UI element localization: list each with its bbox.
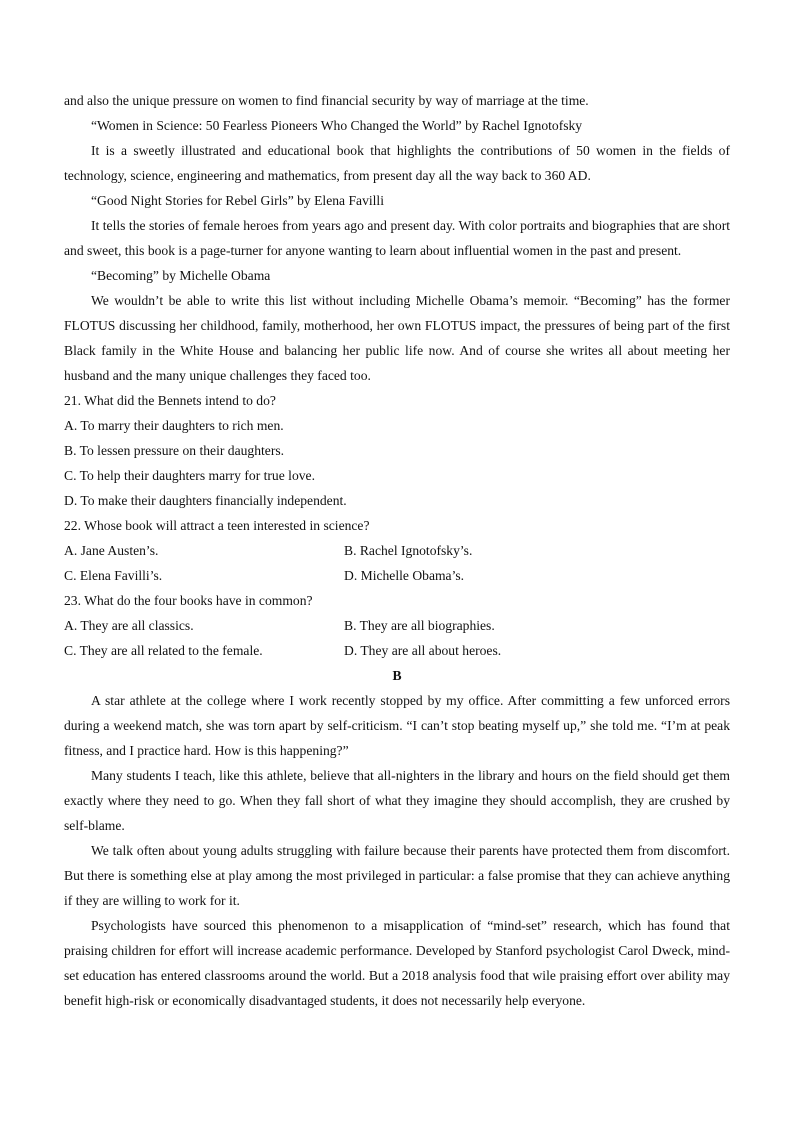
question-23-option-b: B. They are all biographies. <box>344 618 495 633</box>
question-22-option-b: B. Rachel Ignotofsky’s. <box>344 543 473 558</box>
passage-a-continuation: and also the unique pressure on women to find financial security by way of marriage at the time. <box>64 93 589 108</box>
book-description-women-in-science: It is a sweetly illustrated and educational book that highlights the contributions of 50 women in the fields of technology, science, engineering and mathematics, from present day all the way back to 360 AD. <box>64 143 730 183</box>
question-23-stem: 23. What do the four books have in common? <box>64 593 313 608</box>
passage-b-paragraph: We talk often about young adults struggling with failure because their parents have protected them from discomfort. But there is something else at play among the most privileged in particular: a false promise that they can achieve anything if they are willing to work for it. <box>64 843 730 908</box>
question-23-option-a: A. They are all classics. <box>64 618 194 633</box>
question-22-options-row-2 <box>64 563 730 588</box>
question-23-option-d: D. They are all about heroes. <box>344 643 502 658</box>
book-title-rebel-girls: “Good Night Stories for Rebel Girls” by Elena Favilli <box>91 193 384 208</box>
book-title-becoming: “Becoming” by Michelle Obama <box>91 268 271 283</box>
question-22-option-a: A. Jane Austen’s. <box>64 543 159 558</box>
question-21-stem: 21. What did the Bennets intend to do? <box>64 393 276 408</box>
book-description-becoming: We wouldn’t be able to write this list without including Michelle Obama’s memoir. “Becoming” has the former FLOTUS discussing her childhood, family, motherhood, her own FLOTUS impact, the pressures of being part of the first Black family in the White House and balancing her public life now. And of course she writes all about meeting her husband and the many unique challenges they faced too. <box>64 293 730 383</box>
question-22-stem: 22. Whose book will attract a teen interested in science? <box>64 518 370 533</box>
passage-b-paragraph: Many students I teach, like this athlete, believe that all-nighters in the library and hours on the field should get them exactly where they need to go. When they fall short of what they imagine they should accomplish, they are crushed by self-blame. <box>64 768 730 833</box>
question-23-options-row-1 <box>64 613 730 638</box>
passage-b-heading: B <box>392 668 402 683</box>
question-21-option-a: A. To marry their daughters to rich men. <box>64 418 284 433</box>
question-22-option-c: C. Elena Favilli’s. <box>64 568 163 583</box>
book-title-women-in-science: “Women in Science: 50 Fearless Pioneers Who Changed the World” by Rachel Ignotofsky <box>91 118 583 133</box>
question-22-option-d: D. Michelle Obama’s. <box>344 568 465 583</box>
question-23-options-row-2 <box>64 638 730 663</box>
question-21-option-d: D. To make their daughters financially independent. <box>64 493 347 508</box>
question-21-option-c: C. To help their daughters marry for true love. <box>64 468 315 483</box>
question-21-option-b: B. To lessen pressure on their daughters. <box>64 443 285 458</box>
question-22-options-row-1 <box>64 538 730 563</box>
book-description-rebel-girls: It tells the stories of female heroes from years ago and present day. With color portraits and biographies that are short and sweet, this book is a page-turner for anyone wanting to learn about influential women in the past and present. <box>64 218 730 258</box>
question-23-option-c: C. They are all related to the female. <box>64 643 263 658</box>
passage-b-paragraph: Psychologists have sourced this phenomenon to a misapplication of “mind-set” research, which has found that praising children for effort will increase academic performance. Developed by Stanford psychologist Carol Dweck, mind-set education has entered classrooms around the world. But a 2018 analysis food that wile praising effort over ability may benefit high-risk or economically disadvantaged students, it does not necessarily help everyone. <box>64 918 730 1008</box>
exam-page <box>64 88 730 1013</box>
passage-b-paragraph: A star athlete at the college where I work recently stopped by my office. After committing a few unforced errors during a weekend match, she was torn apart by self-criticism. “I can’t stop beating myself up,” she told me. “I’m at peak fitness, and I practice hard. How is this happening?” <box>64 693 730 758</box>
